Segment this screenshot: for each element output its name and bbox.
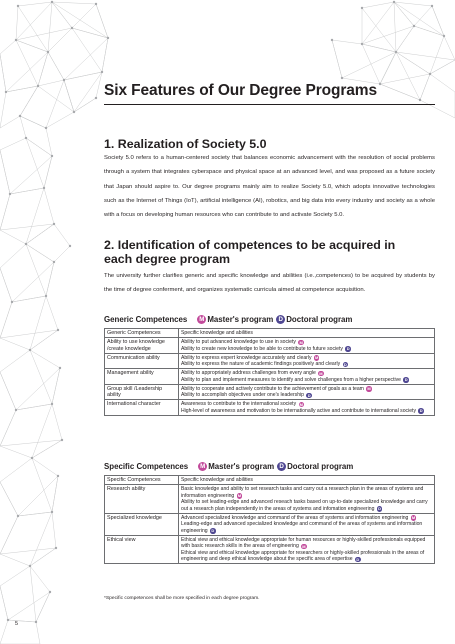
ability-text: Ability to appropriately address challenges from every angle bbox=[181, 370, 316, 376]
masters-badge-icon: M bbox=[319, 370, 323, 376]
competence-category: Specialized knowledge bbox=[105, 513, 179, 535]
table-row bbox=[105, 338, 435, 354]
ability-text: Basic knowledge and ability to set research tasks and carry out a research plan in the areas of systems and information engineering bbox=[181, 486, 424, 499]
ability-text: Ability to cooperate and actively contribute to the achievement of goals as a team bbox=[181, 385, 364, 392]
abilities-cell bbox=[179, 369, 435, 385]
ability-item bbox=[181, 521, 432, 534]
ability-text: Advanced specialized knowledge and command of the areas of systems and information engineering bbox=[181, 514, 409, 521]
abilities-cell bbox=[179, 353, 435, 369]
doctoral-badge-icon: D bbox=[307, 392, 311, 398]
ability-text: Ability to set leading-edge and advanced reseach tasks based on up-to-date specialized knowledge and carry out a research plan independently in the areas of systems and infomation engineering bbox=[181, 499, 428, 512]
doctoral-program-label: Doctoral program bbox=[287, 462, 354, 471]
doctoral-badge-icon: D bbox=[404, 377, 408, 382]
competence-category: Ethical view bbox=[105, 535, 179, 564]
specific-competences-heading bbox=[104, 462, 353, 471]
masters-badge-icon: M bbox=[199, 316, 205, 323]
doctoral-badge-icon: D bbox=[356, 556, 360, 562]
ability-item bbox=[181, 377, 432, 384]
masters-badge-icon: M bbox=[299, 339, 303, 345]
specific-competences-table bbox=[104, 475, 435, 564]
ability-text: High-level of awareness and motivation to be internationally active and contribute to international society bbox=[181, 407, 417, 414]
ability-text: Ability to express expert knowledge accurately and clearly bbox=[181, 354, 312, 361]
competence-category: Group skill /Leadership ability bbox=[105, 384, 179, 400]
table-row bbox=[105, 384, 435, 400]
page-title: Six Features of Our Degree Programs bbox=[104, 82, 378, 99]
section-1-body: Society 5.0 refers to a human-centered society that balances economic advancement with the resolution of social problems through a system that integrates cyberspace and physical space at an advanced level, and was proposed as a future society that Japan should aspire to. Our degree programs mainly aim to realize Society 5.0, which adopts innovative technologies such as the Internet of Things (IoT), artificial intelligence (AI), robotics, and big data into every industry and society as a whole with a focus on developing human resources who can contribute to and activate Society 5.0. bbox=[104, 155, 435, 219]
doctoral-badge-icon: D bbox=[378, 506, 382, 511]
section-1-heading: 1. Realization of Society 5.0 bbox=[104, 137, 267, 151]
doctoral-program-label: Doctoral program bbox=[286, 315, 353, 324]
abilities-cell bbox=[179, 400, 435, 416]
abilities-cell bbox=[179, 338, 435, 354]
abilities-cell bbox=[179, 384, 435, 400]
ability-text: Awareness to contribute to the international society bbox=[181, 401, 297, 407]
doctoral-badge-icon: D bbox=[346, 346, 350, 351]
doctoral-badge-icon: D bbox=[211, 528, 215, 533]
footnote: *Specific competences shall be more specified in each degree program. bbox=[104, 596, 260, 601]
ability-text: Ethical view and ethical knowledge appropriate for researchers or highly-skilled professionals in the areas of engineering and deep ethical knowledge about the specific area of expertise bbox=[181, 549, 425, 562]
generic-competences-table bbox=[104, 328, 435, 416]
competence-category: Management ability bbox=[105, 369, 179, 385]
ability-item bbox=[181, 499, 432, 512]
header-abilities-cell: Specific knowledge and abilities bbox=[179, 476, 435, 485]
generic-competences-title: Generic Competences bbox=[104, 315, 188, 324]
header-category-cell: Specific Competences bbox=[105, 476, 179, 485]
section-2-heading: 2. Identification of competences to be acquired in each degree program bbox=[104, 238, 396, 266]
competence-category: Communication ability bbox=[105, 353, 179, 369]
section-2-body: The university further clarifies generic and specific knowledge and abilities (i.e.,competences) to be acquired by students by the time of degree conferment, and organizes systematic curricula aimed at competence acquisition. bbox=[104, 273, 435, 294]
ability-item bbox=[181, 550, 432, 563]
table-header-row bbox=[105, 476, 435, 485]
ability-text: Ability to put advanced knowledge to use in society bbox=[181, 339, 296, 345]
masters-badge-icon: M bbox=[237, 493, 242, 498]
ability-item bbox=[181, 346, 432, 353]
ability-item bbox=[181, 361, 432, 368]
doctoral-badge-icon: D bbox=[419, 408, 423, 413]
specific-competences-title: Specific Competences bbox=[104, 462, 189, 471]
generic-competences-heading bbox=[104, 315, 352, 324]
masters-badge-icon: M bbox=[200, 463, 206, 470]
masters-badge-icon: M bbox=[367, 386, 371, 391]
abilities-cell bbox=[179, 513, 435, 535]
ability-text: Ability to express the nature of academic findings positively and clearly bbox=[181, 361, 341, 367]
doctoral-badge-icon: D bbox=[277, 462, 286, 471]
table-row bbox=[105, 353, 435, 369]
abilities-cell bbox=[179, 535, 435, 564]
title-underline bbox=[104, 104, 435, 105]
ability-item bbox=[181, 392, 432, 399]
table-row bbox=[105, 513, 435, 535]
competence-category: Research ability bbox=[105, 485, 179, 514]
masters-badge-icon: M bbox=[299, 401, 303, 407]
masters-badge-icon: M bbox=[315, 355, 319, 360]
masters-program-label: Master's program bbox=[207, 315, 274, 324]
masters-badge-icon: M bbox=[411, 515, 416, 520]
competence-category: Ability to use knowledge /create knowledge bbox=[105, 338, 179, 354]
ability-item bbox=[181, 486, 432, 499]
table-row bbox=[105, 400, 435, 416]
competence-category: International character bbox=[105, 400, 179, 416]
ability-text: Ethical view and ethical knowledge appropriate for human resources or highly-skilled professionals equipped with basic research skills in the areas of engineering bbox=[181, 536, 426, 549]
masters-program-label: Master's program bbox=[208, 462, 275, 471]
doctoral-badge-icon: D bbox=[276, 315, 285, 324]
ability-item bbox=[181, 408, 432, 415]
table-row bbox=[105, 485, 435, 514]
ability-text: Ability to create new knowledge to be able to contribute to future society bbox=[181, 345, 343, 352]
abilities-cell bbox=[179, 485, 435, 514]
ability-item bbox=[181, 537, 432, 550]
doctoral-badge-icon: D bbox=[343, 361, 347, 367]
header-abilities-cell: Specific knowledge and abilities bbox=[179, 329, 435, 338]
ability-text: Ability to accomplish objectives under one's leadership bbox=[181, 392, 305, 398]
table-header-row bbox=[105, 329, 435, 338]
table-row bbox=[105, 535, 435, 564]
page-number: 5 bbox=[15, 621, 19, 627]
table-row bbox=[105, 369, 435, 385]
ability-text: Ability to plan and implement measures to identify and solve challenges from a higher perspective bbox=[181, 376, 401, 383]
masters-badge-icon: M bbox=[302, 543, 306, 549]
header-category-cell: Generic Competences bbox=[105, 329, 179, 338]
ability-text: Leading-edge and advanced specialized knowledge and command of the areas of systems and information engineering bbox=[181, 521, 423, 534]
